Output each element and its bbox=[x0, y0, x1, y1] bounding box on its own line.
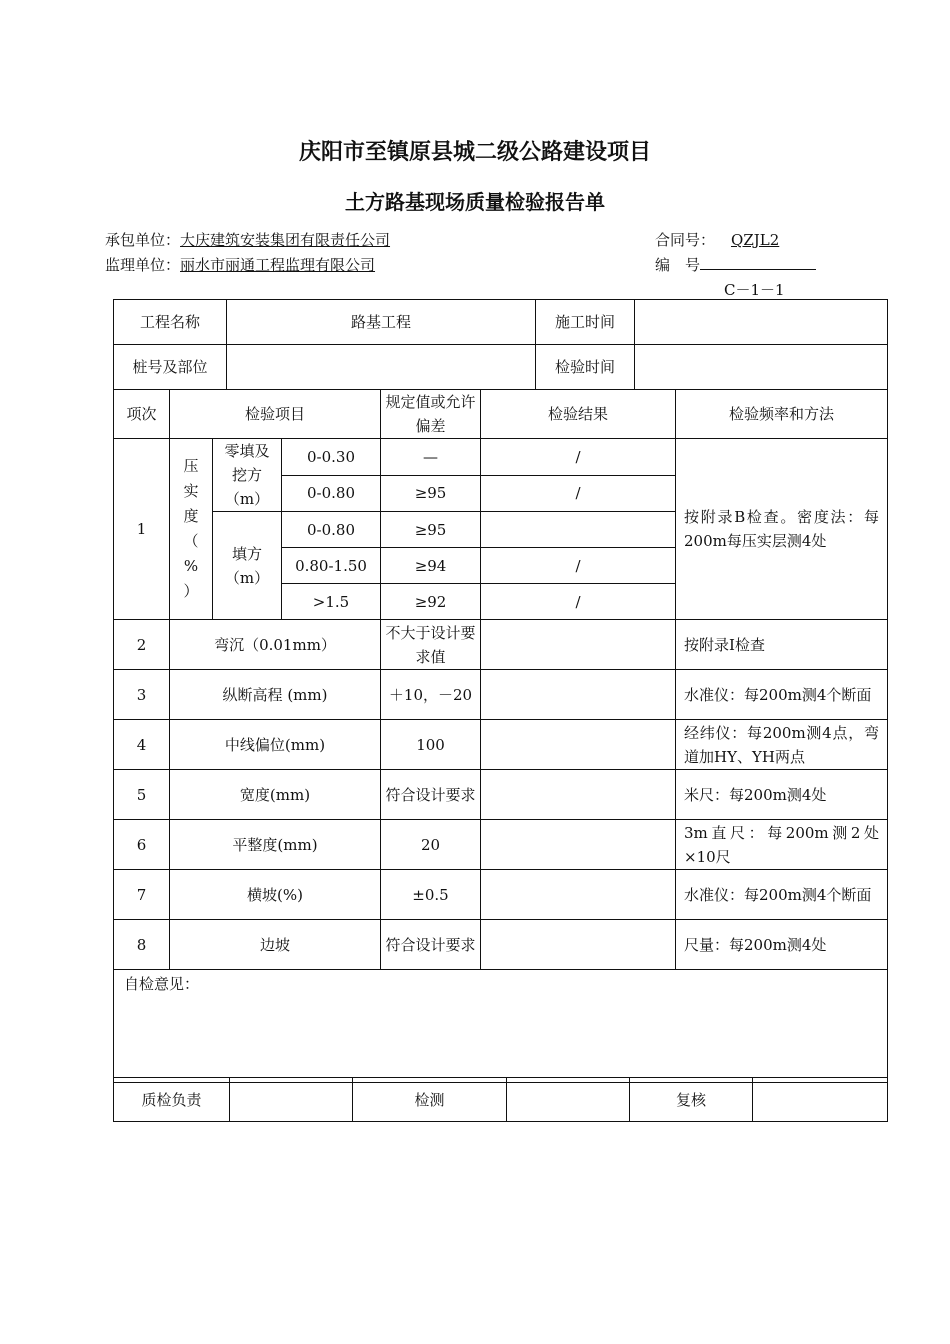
opinion-label: 自检意见： bbox=[124, 975, 200, 993]
project-name-value[interactable]: 路基工程 bbox=[227, 300, 536, 345]
table-row bbox=[114, 720, 888, 770]
fill-label bbox=[213, 512, 282, 620]
item-method bbox=[676, 770, 888, 820]
item-method-text: 米尺：每200m测4处 bbox=[684, 785, 827, 804]
serial-value bbox=[700, 255, 816, 270]
review-label: 复核 bbox=[630, 1078, 753, 1122]
table-row bbox=[114, 670, 888, 720]
document-subtitle: 土方路基现场质量检验报告单 bbox=[345, 190, 605, 214]
item-name: 宽度(mm) bbox=[170, 770, 381, 820]
serial-line bbox=[655, 254, 816, 275]
item-spec: 20 bbox=[420, 835, 441, 854]
fill-label-line: （m） bbox=[224, 568, 270, 587]
item-method bbox=[676, 820, 888, 870]
item-result[interactable] bbox=[481, 770, 676, 820]
supervisor-line bbox=[105, 254, 375, 275]
compaction-label-char: （ bbox=[183, 532, 199, 550]
contractor-label: 承包单位： bbox=[105, 231, 181, 249]
item-spec: 100 bbox=[416, 735, 445, 754]
opinion-row bbox=[114, 970, 888, 1083]
result-value[interactable] bbox=[481, 512, 676, 548]
contract-no-label: 合同号： bbox=[655, 231, 716, 249]
fill-label-line: 填方 bbox=[231, 544, 262, 563]
compaction-no: 1 bbox=[114, 439, 170, 620]
item-method-text: 尺量：每200m测4处 bbox=[684, 935, 827, 954]
item-name: 平整度(mm) bbox=[170, 820, 381, 870]
item-name: 横坡(%) bbox=[170, 870, 381, 920]
item-spec-cell bbox=[381, 920, 481, 970]
opinion-cell[interactable] bbox=[114, 970, 888, 1083]
contractor-line bbox=[105, 229, 390, 250]
compaction-label-char: 度 bbox=[183, 507, 199, 525]
item-no: 6 bbox=[114, 820, 170, 870]
test-value[interactable] bbox=[507, 1078, 630, 1122]
spec-value: ≥92 bbox=[381, 584, 481, 620]
col-result: 检验结果 bbox=[481, 390, 676, 439]
compaction-label-char: ） bbox=[183, 582, 199, 600]
qc-value[interactable] bbox=[230, 1078, 353, 1122]
station-label: 桩号及部位 bbox=[114, 345, 227, 390]
item-method bbox=[676, 920, 888, 970]
zero-fill-label-line: 零填及 bbox=[224, 442, 270, 460]
item-method-text: 经纬仪：每200m测4点，弯道加HY、YH两点 bbox=[684, 723, 880, 766]
item-no: 3 bbox=[114, 670, 170, 720]
item-no: 5 bbox=[114, 770, 170, 820]
depth-range: 0.80-1.50 bbox=[282, 548, 381, 584]
depth-range: 0-0.30 bbox=[282, 439, 381, 476]
depth-range: >1.5 bbox=[282, 584, 381, 620]
item-method-text: 水准仪：每200m测4个断面 bbox=[684, 885, 872, 904]
test-label: 检测 bbox=[353, 1078, 507, 1122]
spec-value: ≥95 bbox=[381, 512, 481, 548]
station-value[interactable] bbox=[227, 345, 536, 390]
review-value[interactable] bbox=[753, 1078, 888, 1122]
spec-value: — bbox=[381, 439, 481, 476]
spec-value: ≥95 bbox=[381, 475, 481, 512]
item-method bbox=[676, 670, 888, 720]
item-spec: 不大于设计要求值 bbox=[385, 623, 476, 666]
item-method-text: 水准仪：每200m测4个断面 bbox=[684, 685, 872, 704]
item-spec-cell bbox=[381, 670, 481, 720]
item-spec: ±0.5 bbox=[412, 885, 449, 904]
column-header-row bbox=[114, 390, 888, 439]
result-value[interactable]: / bbox=[481, 439, 676, 476]
item-method bbox=[676, 620, 888, 670]
supervisor-value: 丽水市丽通工程监理有限公司 bbox=[180, 256, 376, 274]
item-no: 4 bbox=[114, 720, 170, 770]
table-row bbox=[114, 770, 888, 820]
compaction-label bbox=[170, 439, 213, 620]
item-method-text: 3m直尺：每200m测2处×10尺 bbox=[684, 823, 880, 866]
item-spec-cell bbox=[381, 720, 481, 770]
item-method bbox=[676, 720, 888, 770]
compaction-row bbox=[114, 439, 888, 476]
item-spec: 符合设计要求 bbox=[385, 935, 476, 954]
item-no: 2 bbox=[114, 620, 170, 670]
table-row bbox=[114, 820, 888, 870]
col-item-no: 项次 bbox=[114, 390, 170, 439]
item-spec-cell bbox=[381, 770, 481, 820]
result-value[interactable]: / bbox=[481, 584, 676, 620]
item-spec: 符合设计要求 bbox=[385, 785, 476, 804]
item-name: 纵断高程 (mm) bbox=[170, 670, 381, 720]
item-method bbox=[676, 870, 888, 920]
compaction-label-char: 压 bbox=[183, 457, 199, 475]
item-result[interactable] bbox=[481, 720, 676, 770]
item-result[interactable] bbox=[481, 620, 676, 670]
signature-table bbox=[113, 1077, 888, 1122]
item-spec: ＋10，－20 bbox=[388, 685, 473, 704]
result-value[interactable]: / bbox=[481, 548, 676, 584]
item-no: 8 bbox=[114, 920, 170, 970]
info-table bbox=[113, 299, 888, 390]
contractor-value: 大庆建筑安装集团有限责任公司 bbox=[180, 231, 391, 249]
col-method: 检验频率和方法 bbox=[676, 390, 888, 439]
col-item: 检验项目 bbox=[170, 390, 381, 439]
contract-no-value: QZJL2 bbox=[731, 231, 780, 249]
item-spec-cell bbox=[381, 620, 481, 670]
zero-fill-label bbox=[213, 439, 282, 512]
item-result[interactable] bbox=[481, 870, 676, 920]
compaction-label-char: % bbox=[183, 557, 199, 575]
project-name-label: 工程名称 bbox=[114, 300, 227, 345]
construction-time-value[interactable] bbox=[635, 300, 888, 345]
zero-fill-label-line: 挖方 bbox=[231, 466, 262, 484]
item-name: 中线偏位(mm) bbox=[170, 720, 381, 770]
item-name: 边坡 bbox=[170, 920, 381, 970]
item-no: 7 bbox=[114, 870, 170, 920]
inspection-time-label: 检验时间 bbox=[536, 345, 635, 390]
item-method-text: 按附录I检查 bbox=[684, 635, 765, 654]
spec-value: ≥94 bbox=[381, 548, 481, 584]
table-row bbox=[114, 620, 888, 670]
item-spec-cell bbox=[381, 820, 481, 870]
serial-label: 编 号 bbox=[655, 256, 701, 274]
result-value[interactable]: / bbox=[481, 475, 676, 512]
qc-label: 质检负责 bbox=[114, 1078, 230, 1122]
item-result[interactable] bbox=[481, 920, 676, 970]
depth-range: 0-0.80 bbox=[282, 512, 381, 548]
contract-no-line bbox=[655, 229, 819, 250]
col-spec-cell bbox=[381, 390, 481, 439]
inspection-time-value[interactable] bbox=[635, 345, 888, 390]
table-row bbox=[114, 920, 888, 970]
document-title: 庆阳市至镇原县城二级公路建设项目 bbox=[298, 140, 651, 165]
inspection-table bbox=[113, 389, 888, 1083]
depth-range: 0-0.80 bbox=[282, 475, 381, 512]
item-name: 弯沉（0.01mm） bbox=[170, 620, 381, 670]
construction-time-label: 施工时间 bbox=[536, 300, 635, 345]
col-spec: 规定值或允许偏差 bbox=[385, 393, 476, 435]
compaction-label-char: 实 bbox=[183, 482, 199, 500]
table-row bbox=[114, 870, 888, 920]
item-result[interactable] bbox=[481, 670, 676, 720]
item-spec-cell bbox=[381, 870, 481, 920]
supervisor-label: 监理单位： bbox=[105, 256, 181, 274]
compaction-method: 按附录B检查。密度法：每200m每压实层测4处 bbox=[676, 439, 888, 620]
zero-fill-label-line: （m） bbox=[224, 490, 270, 508]
form-code: C－1－1 bbox=[724, 281, 785, 299]
item-result[interactable] bbox=[481, 820, 676, 870]
